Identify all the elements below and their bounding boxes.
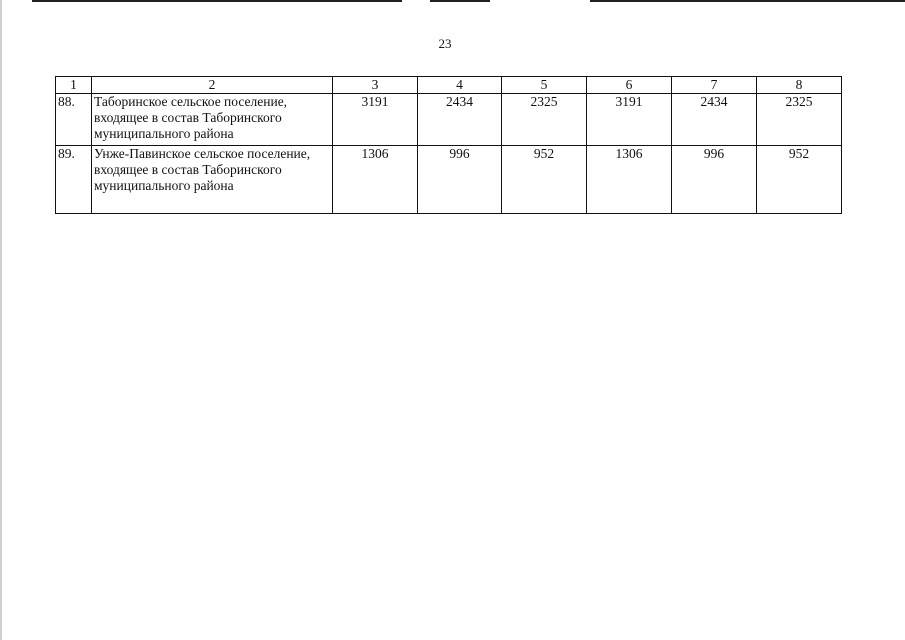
value-cell: 952 bbox=[757, 146, 842, 214]
column-header: 5 bbox=[502, 77, 587, 94]
column-header: 3 bbox=[333, 77, 418, 94]
scan-left-edge bbox=[0, 0, 2, 640]
table-header-row bbox=[56, 77, 842, 94]
value-cell: 2434 bbox=[418, 94, 502, 146]
value-cell: 3191 bbox=[587, 94, 672, 146]
value-cell: 952 bbox=[502, 146, 587, 214]
data-table bbox=[55, 76, 842, 214]
column-header: 2 bbox=[92, 77, 333, 94]
scan-top-edge-middle bbox=[430, 0, 490, 2]
table-row bbox=[56, 94, 842, 146]
value-cell: 2434 bbox=[672, 94, 757, 146]
column-header: 7 bbox=[672, 77, 757, 94]
value-cell: 1306 bbox=[333, 146, 418, 214]
scan-top-edge-right bbox=[590, 0, 905, 2]
page-number: 23 bbox=[438, 36, 452, 51]
scan-top-edge-left bbox=[32, 0, 402, 2]
value-cell: 996 bbox=[672, 146, 757, 214]
value-cell: 1306 bbox=[587, 146, 672, 214]
row-number: 88. bbox=[56, 94, 92, 146]
settlement-name: Таборинское сельское поселение, входящее в состав Таборинского муниципального района bbox=[92, 94, 333, 146]
settlement-name: Унже-Павинское сельское поселение, входящее в состав Таборинского муниципального района bbox=[92, 146, 333, 214]
value-cell: 2325 bbox=[757, 94, 842, 146]
column-header: 6 bbox=[587, 77, 672, 94]
table-row bbox=[56, 146, 842, 214]
column-header: 8 bbox=[757, 77, 842, 94]
row-number: 89. bbox=[56, 146, 92, 214]
column-header: 1 bbox=[56, 77, 92, 94]
value-cell: 996 bbox=[418, 146, 502, 214]
value-cell: 3191 bbox=[333, 94, 418, 146]
value-cell: 2325 bbox=[502, 94, 587, 146]
column-header: 4 bbox=[418, 77, 502, 94]
